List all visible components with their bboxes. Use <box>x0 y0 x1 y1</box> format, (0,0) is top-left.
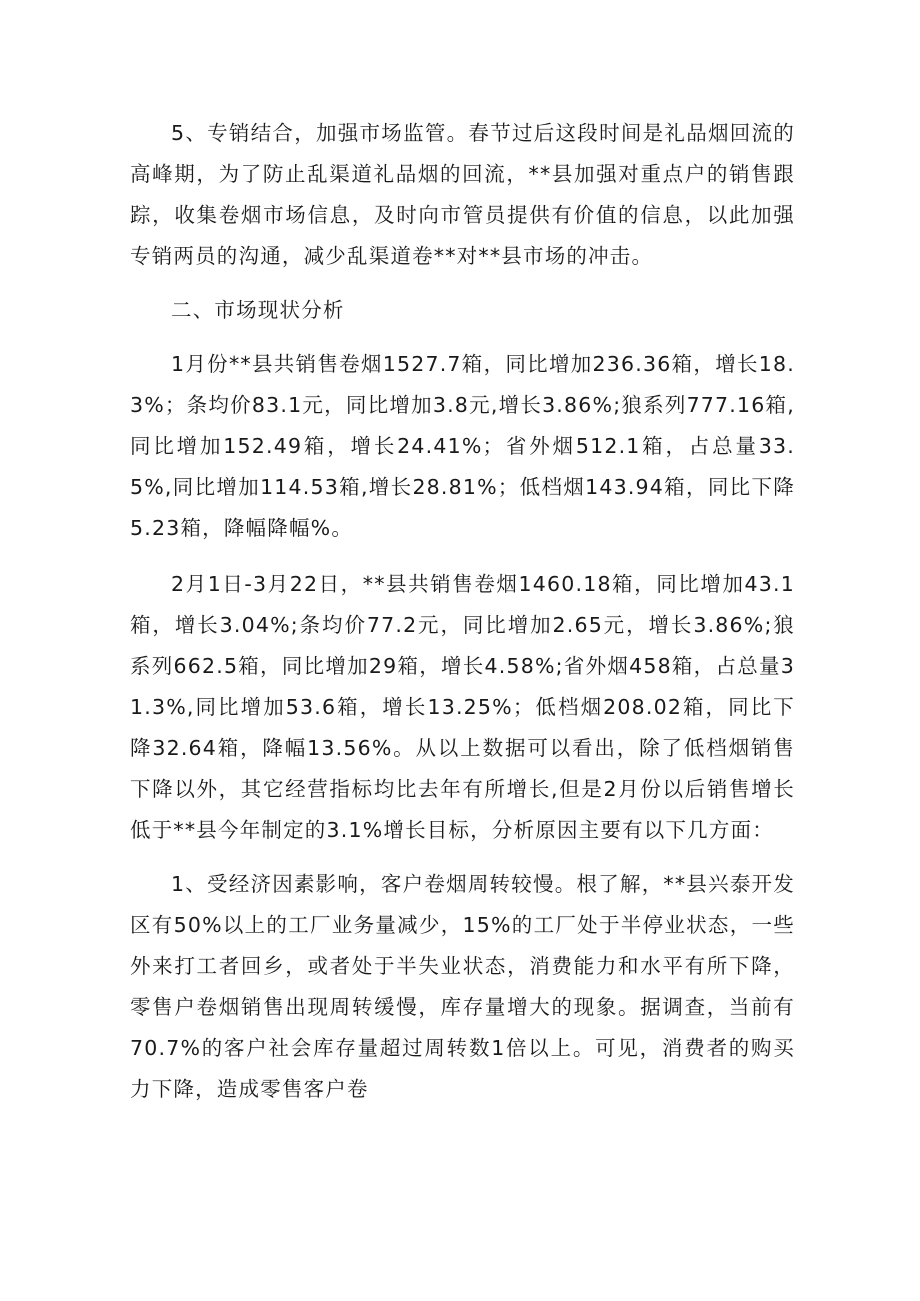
section-heading-market-analysis: 二、市场现状分析 <box>171 298 345 322</box>
paragraph-feb-march-sales: 2月1日-3月22日，**县共销售卷烟1460.18箱，同比增加43.1箱，增长3.04%;条均价77.2元，同比增加2.65元，增长3.86%;狼系列662.5箱，同比增加29箱，增长4.58%;省外烟458箱，占总量31.3%,同比增加53.6箱，增长13.25%；低档烟208.02箱，同比下降32.64箱，降幅13.56%。从以上数据可以看出，除了低档烟销售下降以外，其它经营指标均比去年有所增长,但是2月份以后销售增长低于**县今年制定的3.1%增长目标，分析原因主要有以下几方面： <box>130 572 795 842</box>
paragraph-january-sales: 1月份**县共销售卷烟1527.7箱，同比增加236.36箱，增长18.3%；条均价83.1元，同比增加3.8元,增长3.86%;狼系列777.16箱,同比增加152.49箱，增长24.41%；省外烟512.1箱，占总量33.5%,同比增加114.53箱,增长28.81%；低档烟143.94箱，同比下降5.23箱，降幅降幅%。 <box>130 352 795 540</box>
document-body <box>130 113 795 1110</box>
paragraph-market-supervision: 5、专销结合，加强市场监管。春节过后这段时间是礼品烟回流的高峰期，为了防止乱渠道礼品烟的回流，**县加强对重点户的销售跟踪，收集卷烟市场信息，及时向市管员提供有价值的信息，以此加强专销两员的沟通，减少乱渠道卷**对**县市场的冲击。 <box>130 121 795 268</box>
paragraph-economic-factors: 1、受经济因素影响，客户卷烟周转较慢。根了解，**县兴泰开发区有50%以上的工厂业务量减少，15%的工厂处于半停业状态，一些外来打工者回乡，或者处于半失业状态，消费能力和水平有所下降，零售户卷烟销售出现周转缓慢，库存量增大的现象。据调查，当前有70.7%的客户社会库存量超过周转数1倍以上。可见，消费者的购买力下降，造成零售客户卷 <box>130 872 795 1101</box>
